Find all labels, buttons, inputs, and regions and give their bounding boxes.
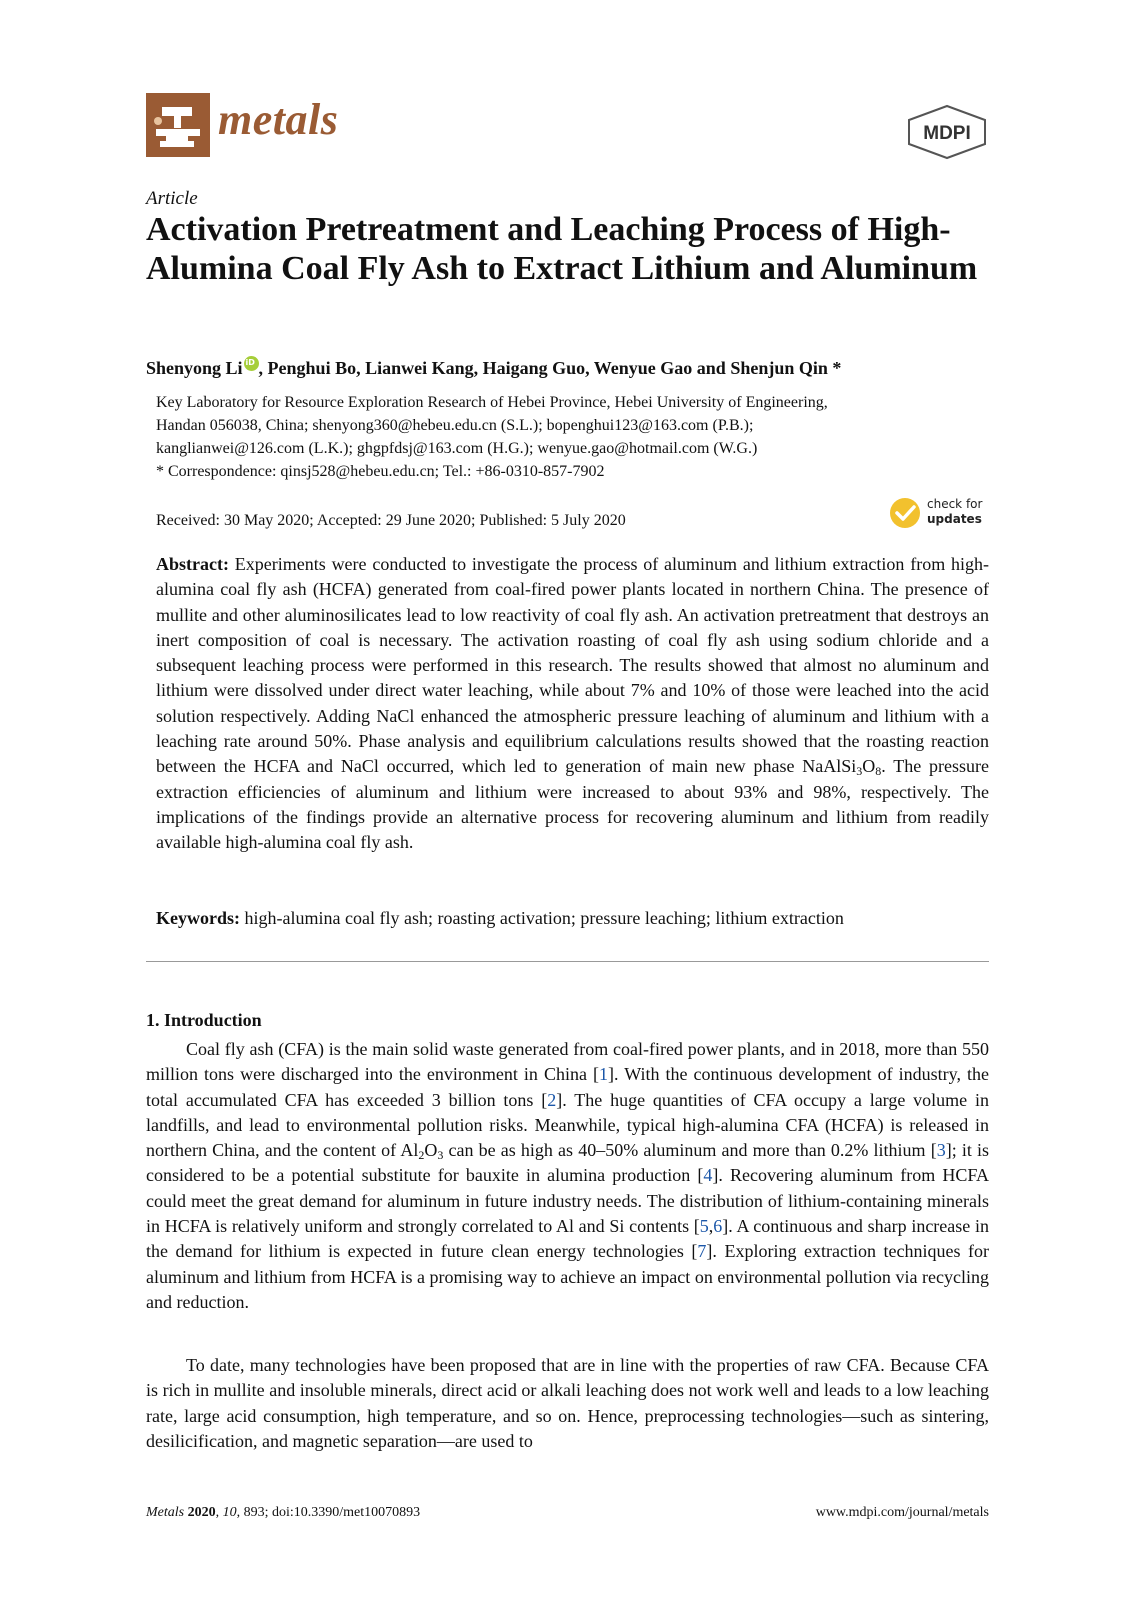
- citation-link[interactable]: 5: [699, 1216, 709, 1237]
- text-run: ]. A continuous and sharp increase in the demand for lithium is expected in future clean energy technologies [: [146, 1216, 989, 1262]
- section-heading: 1. Introduction: [146, 1010, 262, 1030]
- citation-link[interactable]: 3: [936, 1140, 946, 1161]
- orcid-icon[interactable]: [244, 356, 259, 371]
- keywords-label: Keywords:: [156, 908, 240, 928]
- footer-volume: 10: [222, 1505, 237, 1520]
- keywords: [156, 908, 989, 929]
- footer-doi: , 893; doi:10.3390/met10070893: [236, 1505, 421, 1520]
- footer-year: 2020: [187, 1505, 216, 1520]
- abstract-text: O: [862, 756, 876, 777]
- abstract: [156, 552, 989, 856]
- intro-paragraph: To date, many technologies have been proposed that are in line with the properties of raw CFA. Because CFA is rich in mullite and insoluble minerals, direct acid or alkali leaching does not work well and leads to a low leaching rate, large acid consumption, high temperature, and so on. Hence, preprocessing technologies—such as sintering, desilicification, and magnetic separation—are used to: [146, 1355, 989, 1451]
- journal-logo-icon: [146, 93, 210, 157]
- citation-link[interactable]: 2: [547, 1089, 557, 1110]
- footer-journal: Metals: [146, 1505, 185, 1520]
- text-run: ,: [708, 1216, 714, 1237]
- paper-title: Activation Pretreatment and Leaching Process of High-Alumina Coal Fly Ash to Extract Lithium and Aluminum: [146, 211, 978, 287]
- article-type: Article: [146, 188, 198, 209]
- affiliation-line: kanglianwei@126.com (L.K.); ghgpfdsj@163.com (H.G.); wenyue.gao@hotmail.com (W.G.): [156, 440, 758, 457]
- keywords-text: high-alumina coal fly ash; roasting activation; pressure leaching; lithium extraction: [240, 908, 844, 928]
- text-run: can be as high as 40–50% aluminum and more than 0.2% lithium [: [443, 1140, 937, 1161]
- abstract-text: Experiments were conducted to investigate the process of aluminum and lithium extraction from high-alumina coal fly ash (HCFA) generated from coal-fired power plants located in northern China. The presence of mullite and other aluminosilicates lead to low reactivity of coal fly ash. An activation pretreatment that destroys an inert composition of coal is necessary. The activation roasting of coal fly ash using sodium chloride and a subsequent leaching process were performed in this research. The results showed that almost no aluminum and lithium were dissolved under direct water leaching, while about 7% and 10% of those were leached into the acid solution respectively. Adding NaCl enhanced the atmospheric pressure leaching of aluminum and lithium with a leaching rate around 50%. Phase analysis and equilibrium calculations results showed that the roasting reaction between the HCFA and NaCl occurred, which led to generation of main new phase NaAlSi: [156, 554, 989, 777]
- subscript: 2: [418, 1148, 425, 1163]
- publication-dates: Received: 30 May 2020; Accepted: 29 June 2020; Published: 5 July 2020: [156, 512, 626, 529]
- citation-link[interactable]: 1: [598, 1064, 608, 1085]
- journal-url-link[interactable]: www.mdpi.com/journal/metals: [815, 1505, 989, 1520]
- affiliation-line: Handan 056038, China; shenyong360@hebeu.edu.cn (S.L.); bopenghui123@163.com (P.B.);: [156, 417, 754, 434]
- author-list: [146, 356, 1046, 379]
- citation-footer: Metals 2020, 10, 893; doi:10.3390/met10070893: [146, 1505, 421, 1520]
- other-authors: , Penghui Bo, Lianwei Kang, Haigang Guo, Wenyue Gao and Shenjun Qin *: [258, 358, 842, 378]
- check-for-updates-button[interactable]: [889, 495, 989, 531]
- subscript: 3: [856, 764, 863, 779]
- text-run: O: [424, 1140, 438, 1161]
- first-author[interactable]: Shenyong Li: [146, 358, 243, 378]
- affiliation-line: Key Laboratory for Resource Exploration Research of Hebei Province, Hebei University of Engineering,: [156, 394, 828, 411]
- text-run: ]. With the continuous development of industry, the total accumulated CFA has exceeded 3 billion tons [: [146, 1064, 989, 1110]
- text-run: ]; it is considered to be a potential substitute for bauxite in alumina production [: [146, 1140, 990, 1186]
- citation-link[interactable]: 6: [713, 1216, 723, 1237]
- citation-link[interactable]: 7: [697, 1241, 707, 1262]
- mdpi-logo-icon: [905, 104, 989, 160]
- subscript: 3: [437, 1148, 444, 1163]
- check-updates-label: check for: [927, 497, 983, 511]
- divider: [146, 961, 989, 962]
- check-updates-label-bold: updates: [927, 512, 982, 526]
- text-run: ]. The huge quantities of CFA occupy a large volume in landfills, and lead to environmental pollution risks. Meanwhile, typical high-alumina CFA (HCFA) is released in northern China, and the content of Al: [146, 1089, 990, 1161]
- affiliation-block: [156, 391, 986, 483]
- subscript: 8: [875, 764, 882, 779]
- intro-paragraph: [146, 1037, 989, 1315]
- publisher-name: MDPI: [923, 123, 971, 144]
- journal-name: metals: [218, 95, 339, 144]
- text-run: Coal fly ash (CFA) is the main solid waste generated from coal-fired power plants, and in 2018, more than 550 million tons were discharged into the environment in China [: [146, 1039, 989, 1085]
- correspondence-line: * Correspondence: qinsj528@hebeu.edu.cn; Tel.: +86-0310-857-7902: [156, 463, 605, 480]
- abstract-text: . The pressure extraction efficiencies of aluminum and lithium were increased to about 93% and 98%, respectively. The implications of the findings provide an alternative process for recovering aluminum and lithium from readily available high-alumina coal fly ash.: [156, 756, 989, 853]
- text-run: ]. Recovering aluminum from HCFA could meet the great demand for aluminum in future industry needs. The distribution of lithium-containing minerals in HCFA is relatively uniform and strongly correlated to Al and Si contents [: [146, 1165, 990, 1237]
- abstract-label: Abstract:: [156, 554, 229, 574]
- text-run: ]. Exploring extraction techniques for aluminum and lithium from HCFA is a promising way to achieve an impact on environmental pollution via recycling and reduction.: [146, 1241, 989, 1312]
- citation-link[interactable]: 4: [703, 1165, 713, 1186]
- check-updates-icon: [889, 497, 921, 529]
